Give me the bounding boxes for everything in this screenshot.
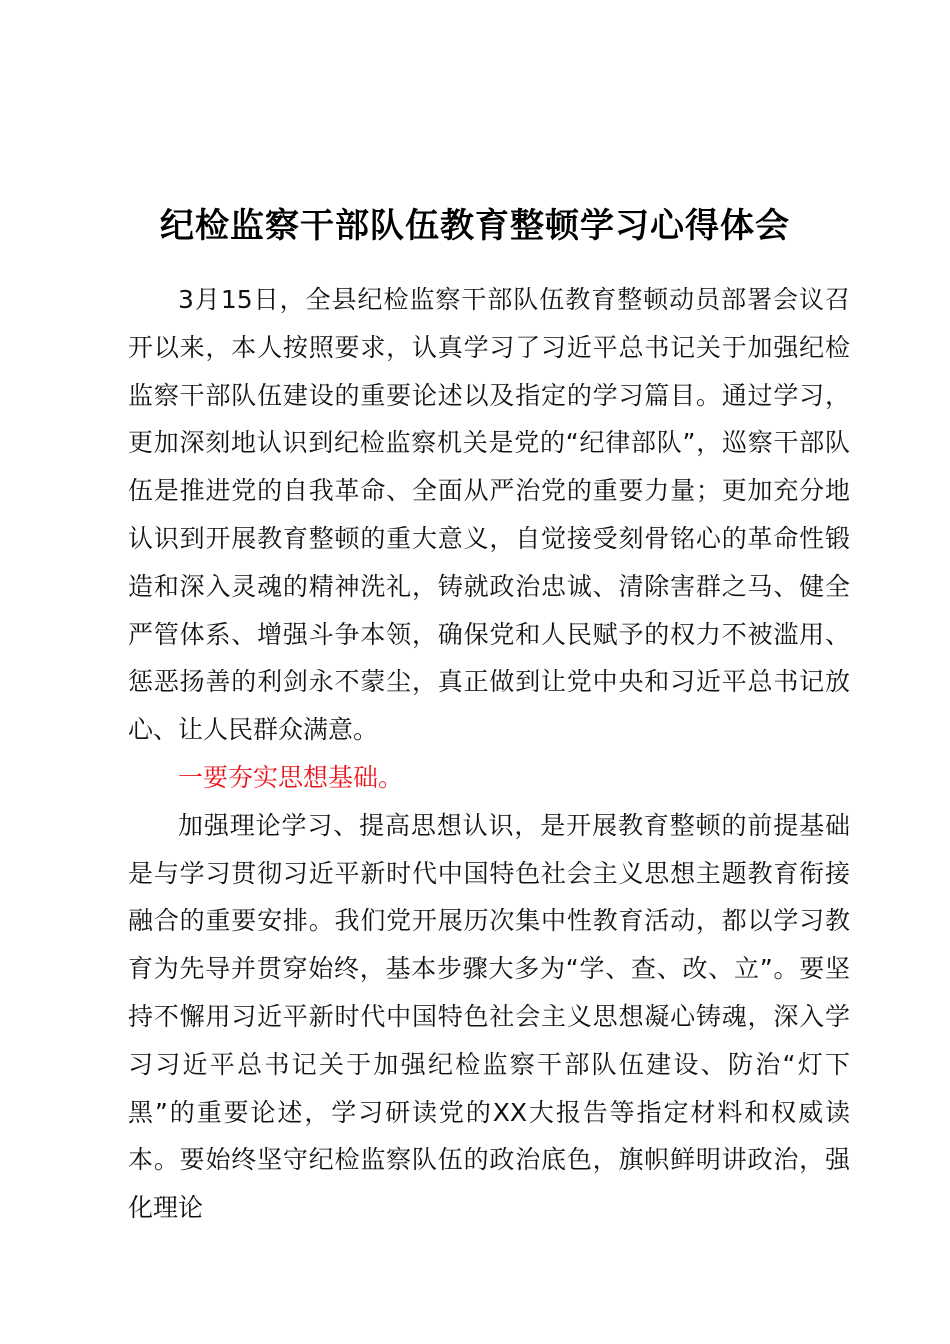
section-heading-1: 一要夯实思想基础。 bbox=[178, 762, 404, 792]
document-title: 纪检监察干部队伍教育整顿学习心得体会 bbox=[160, 206, 790, 246]
paragraph-intro: 3月15日，全县纪检监察干部队伍教育整顿动员部署会议召开以来，本人按照要求，认真学习了习近平总书记关于加强纪检监察干部队伍建设的重要论述以及指定的学习篇目。通过学习，更加深刻地认识到纪检监察机关是党的“纪律部队”，巡察干部队伍是推进党的自我革命、全面从严治党的重要力量；更加充分地认识到开展教育整顿的重大意义，自觉接受刻骨铭心的革命性锻造和深入灵魂的精神洗礼，铸就政治忠诚、清除害群之马、健全严管体系、增强斗争本领，确保党和人民赋予的权力不被滥用、惩恶扬善的利剑永不蒙尘，真正做到让党中央和习近平总书记放心、让人民群众满意。 bbox=[128, 285, 850, 745]
document-body bbox=[128, 276, 850, 1232]
paragraph-section-1: 加强理论学习、提高思想认识，是开展教育整顿的前提基础是与学习贯彻习近平新时代中国特色社会主义思想主题教育衔接融合的重要安排。我们党开展历次集中性教育活动，都以学习教育为先导并贯穿始终，基本步骤大多为“学、查、改、立”。要坚持不懈用习近平新时代中国特色社会主义思想凝心铸魂，深入学习习近平总书记关于加强纪检监察干部队伍建设、防治“灯下黑”的重要论述，学习研读党的XX大报告等指定材料和权威读本。要始终坚守纪检监察队伍的政治底色，旗帜鲜明讲政治，强化理论 bbox=[128, 810, 850, 1223]
